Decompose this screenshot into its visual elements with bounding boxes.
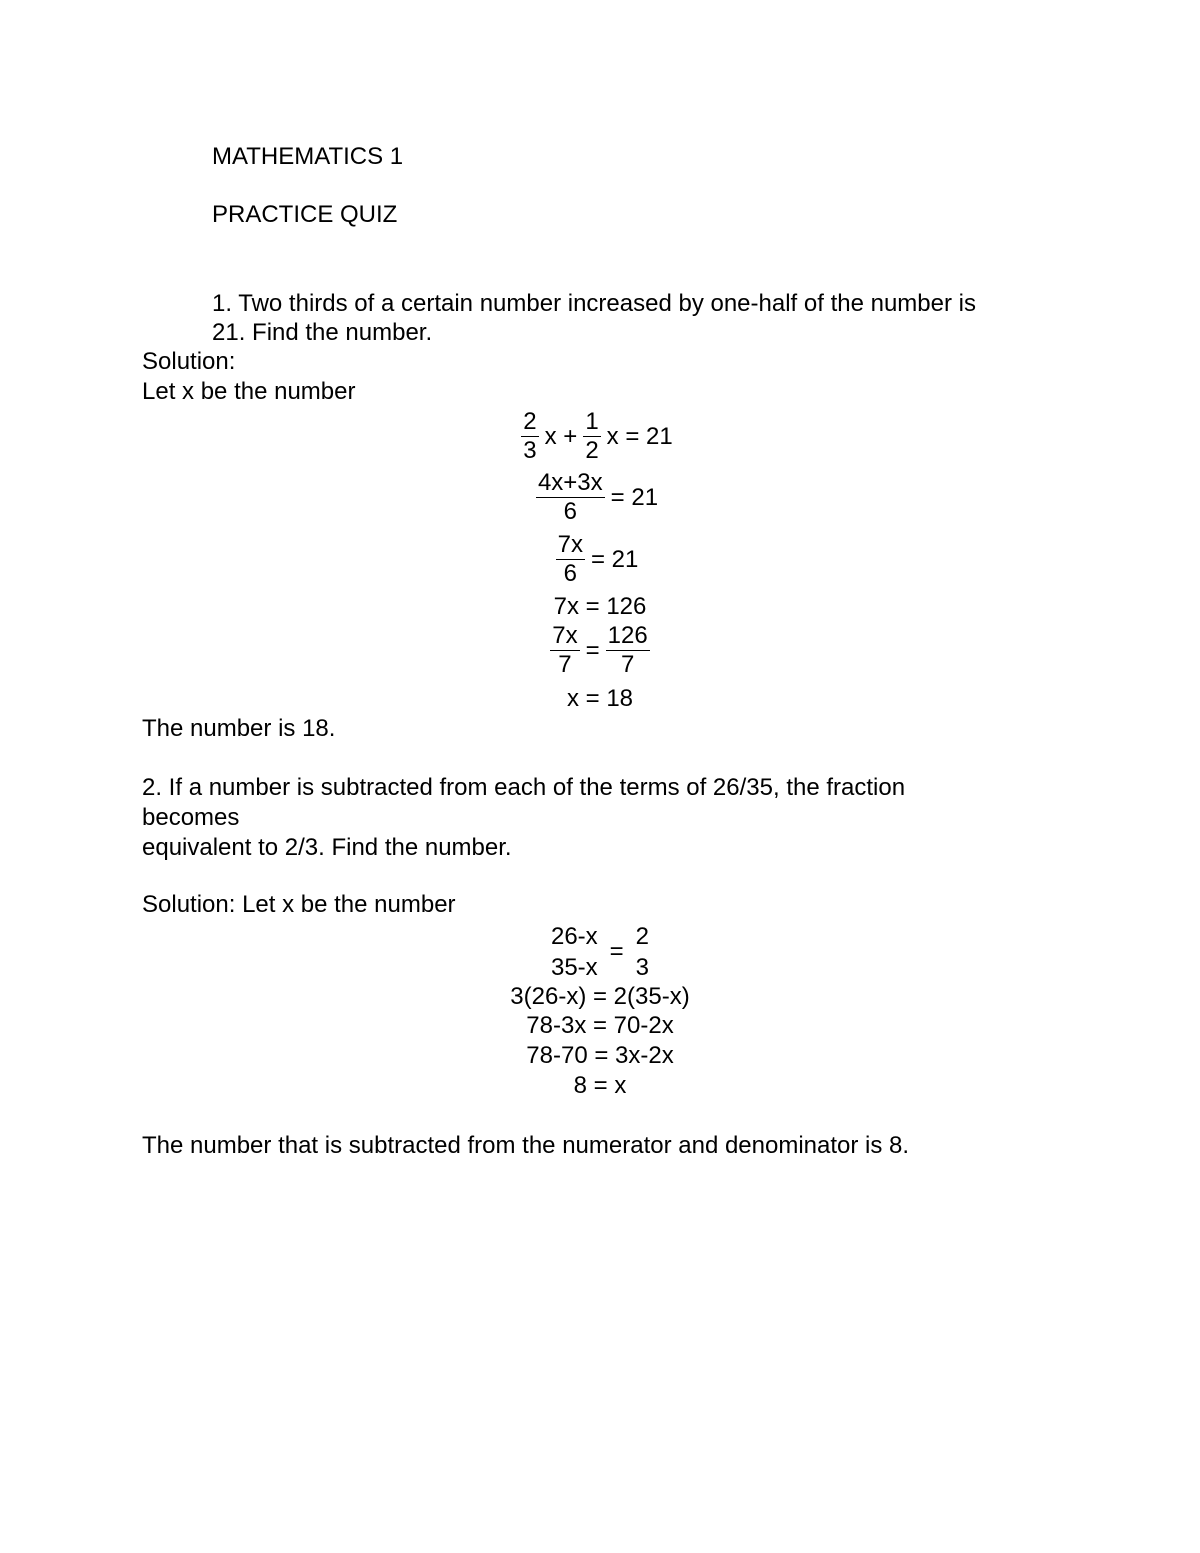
equation-text: = 21 xyxy=(610,483,659,511)
denominator: 6 xyxy=(563,560,577,587)
problem2-equation-step4: 78-70 = 3x-2x xyxy=(526,1042,674,1069)
numerator: 4x+3x xyxy=(537,469,603,496)
fraction xyxy=(634,921,651,983)
problem1-equation-step5 xyxy=(0,622,1200,679)
course-title: MATHEMATICS 1 xyxy=(212,143,404,170)
denominator: 7 xyxy=(558,651,572,678)
numerator: 2 xyxy=(523,408,537,435)
fraction xyxy=(550,622,579,679)
numerator: 1 xyxy=(585,408,599,435)
problem1-equation-step6: x = 18 xyxy=(566,685,634,712)
problem2-equation-step2: 3(26-x) = 2(35-x) xyxy=(510,983,690,1010)
denominator: 6 xyxy=(563,498,577,525)
fraction xyxy=(521,408,538,465)
denominator: 35-x xyxy=(550,954,598,981)
equation-text: x + xyxy=(544,422,578,450)
numerator: 2 xyxy=(635,923,650,950)
fraction xyxy=(536,469,605,526)
numerator: 126 xyxy=(607,622,648,649)
problem2-question-line2: becomes xyxy=(142,804,240,831)
denominator: 7 xyxy=(621,651,635,678)
denominator: 2 xyxy=(585,437,599,464)
fraction xyxy=(556,531,585,588)
equation-text: = 21 xyxy=(590,545,639,573)
equation-text: x = 21 xyxy=(606,422,673,450)
problem2-solution-statement: Solution: Let x be the number xyxy=(142,891,456,918)
equals-sign: = xyxy=(585,636,600,664)
denominator: 3 xyxy=(523,437,537,464)
problem2-equation-step5: 8 = x xyxy=(573,1072,627,1099)
problem1-equation-step4: 7x = 126 xyxy=(553,593,647,620)
fraction xyxy=(583,408,600,465)
problem2-question-line1: 2. If a number is subtracted from each of the terms of 26/35, the fraction xyxy=(142,774,906,801)
problem1-answer: The number is 18. xyxy=(142,715,336,742)
problem1-equation-step2 xyxy=(0,469,1200,526)
numerator: 7x xyxy=(557,531,583,558)
problem2-equation-step1 xyxy=(0,921,1200,983)
numerator: 7x xyxy=(552,622,578,649)
problem1-solution-label: Solution: xyxy=(142,348,236,375)
problem1-let-statement: Let x be the number xyxy=(142,378,356,405)
denominator: 3 xyxy=(635,954,650,981)
quiz-title: PRACTICE QUIZ xyxy=(212,201,398,228)
problem2-answer: The number that is subtracted from the numerator and denominator is 8. xyxy=(142,1132,910,1159)
problem2-question-line3: equivalent to 2/3. Find the number. xyxy=(142,834,512,861)
problem1-question-line1: 1. Two thirds of a certain number increased by one-half of the number is xyxy=(212,290,976,317)
problem1-equation-step3 xyxy=(0,531,1200,588)
problem2-equation-step3: 78-3x = 70-2x xyxy=(526,1012,674,1039)
numerator: 26-x xyxy=(550,923,598,950)
fraction xyxy=(549,921,600,983)
problem1-equation-step1 xyxy=(0,408,1200,465)
problem1-question-line2: 21. Find the number. xyxy=(212,319,433,346)
fraction xyxy=(606,622,650,679)
equals-sign: = xyxy=(609,938,624,965)
